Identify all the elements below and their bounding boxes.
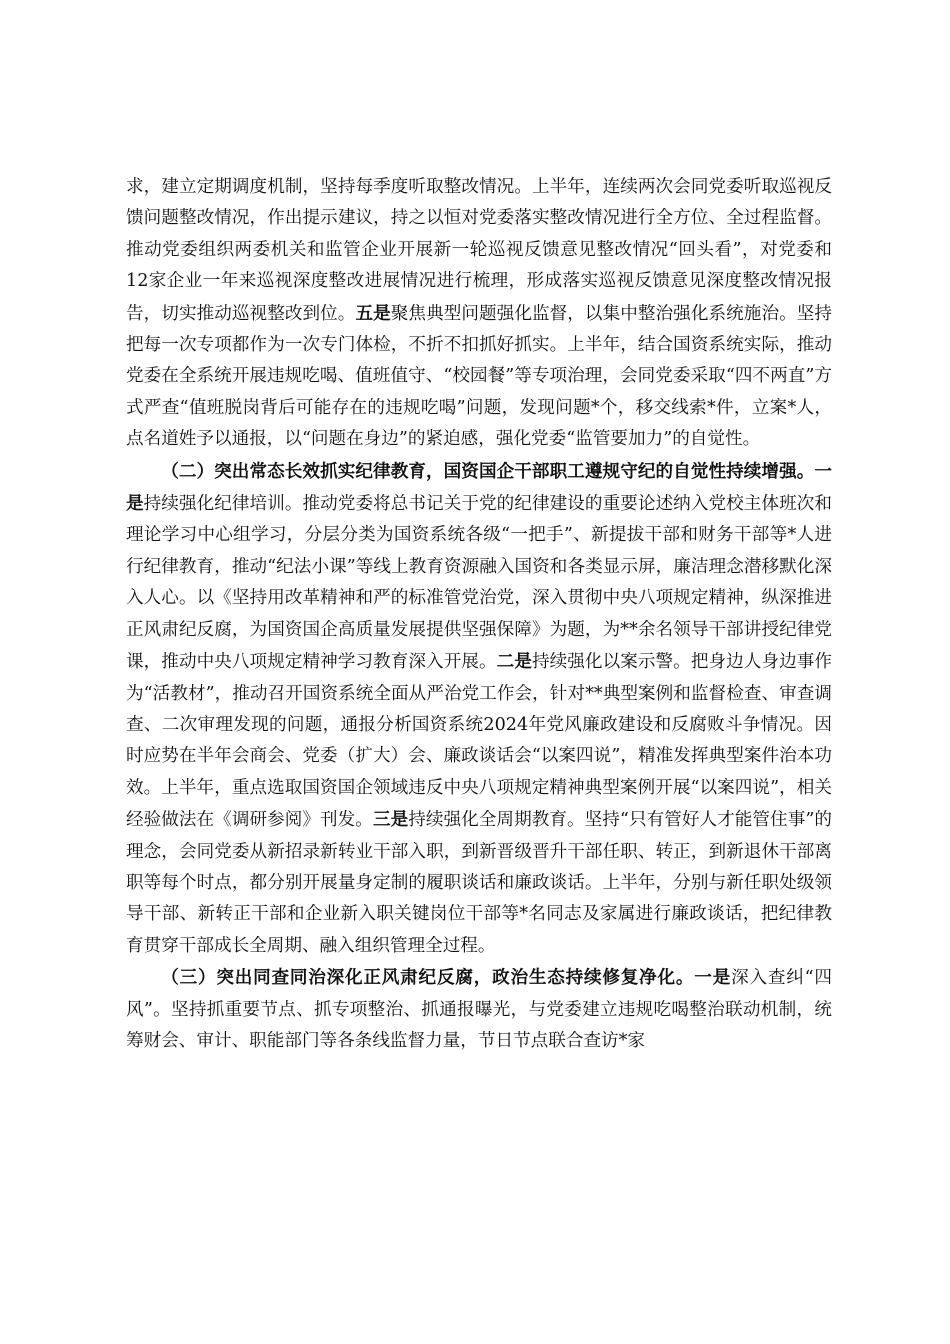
bold-lead-phrase: 二是 bbox=[496, 651, 532, 673]
paragraph-inspection-rectification bbox=[126, 172, 832, 456]
section-heading: （三）突出同查同治深化正风肃纪反腐，政治生态持续修复净化。一是 bbox=[161, 967, 732, 989]
document-body bbox=[126, 172, 832, 1057]
paragraph-text: 聚焦典型问题强化监督，以集中整治强化系统施治。坚持把每一次专项都作为一次专门体检，不折不扣抓好抓实。上半年，结合国资系统实际，推动党委在全系统开展违规吃喝、值班值守、“校园餐”等专项治理，会同党委采取“四不两直”方式严查“值班脱岗背后可能存在的违规吃喝”问题，发现问题*个，移交线索*件，立案*人，点名道姓予以通报，以“问题在身边”的紧迫感，强化党委“监管要加力”的自觉性。 bbox=[126, 303, 832, 450]
paragraph-discipline-education bbox=[126, 456, 832, 963]
paragraph-anti-corruption bbox=[126, 962, 832, 1057]
section-heading: （二）突出常态长效抓实纪律教育，国资国企干部职工遵规守纪的自觉性持续增强。一是 bbox=[126, 460, 832, 515]
paragraph-text: 深入查纠“四风”。坚持抓重要节点、抓专项整治、抓通报曝光，与党委建立违规吃喝整治联动机制，统筹财会、审计、职能部门等各条线监督力量，节日节点联合查访*家 bbox=[126, 968, 832, 1051]
paragraph-text: 求，建立定期调度机制，坚持每季度听取整改情况。上半年，连续两次会同党委听取巡视反馈问题整改情况，作出提示建议，持之以恒对党委落实整改情况进行全方位、全过程监督。推动党委组织两委机关和监管企业开展新一轮巡视反馈意见整改情况“回头看”，对党委和12家企业一年来巡视深度整改进展情况进行梳理，形成落实巡视反馈意见深度整改情况报告，切实推动巡视整改到位。 bbox=[126, 177, 832, 324]
paragraph-text: 持续强化纪律培训。推动党委将总书记关于党的纪律建设的重要论述纳入党校主体班次和理论学习中心组学习，分层分类为国资系统各级“一把手”、新提拔干部和财务干部等*人进行纪律教育，推动“纪法小课”等线上教育资源融入国资和各类显示屏，廉洁理念潜移默化深入人心。以《坚持用改革精神和严的标准管党治党，深入贯彻中央八项规定精神，纵深推进正风肃纪反腐，为国资国企高质量发展提供坚强保障》为题，为**余名领导干部讲授纪律党课，推动中央八项规定精神学习教育深入开展。 bbox=[126, 494, 832, 673]
bold-lead-phrase: 三是 bbox=[372, 809, 409, 831]
bold-lead-phrase: 五是 bbox=[355, 302, 391, 324]
paragraph-text: 持续强化以案示警。把身边人身边事作为“活教材”，推动召开国资系统全面从严治党工作会，针对**典型案例和监督检查、审查调查、二次审理发现的问题，通报分析国资系统2024年党风廉政建设和反腐败斗争情况。因时应势在半年会商会、党委（扩大）会、廉政谈话会“以案四说”，精准发挥典型案件治本功效。上半年，重点选取国资国企领域违反中央八项规定精神典型案例开展“以案四说”，相关经验做法在《调研参阅》刊发。 bbox=[126, 652, 832, 831]
paragraph-text: 持续强化全周期教育。坚持“只有管好人才能管住事”的理念，会同党委从新招录新转业干部入职，到新晋级晋升干部任职、转正，到新退休干部离职等每个时点，都分别开展量身定制的履职谈话和廉政谈话。上半年，分别与新任职处级领导干部、新转正干部和企业新入职关键岗位干部等*名同志及家属进行廉政谈话，把纪律教育贯穿干部成长全周期、融入组织管理全过程。 bbox=[126, 810, 832, 956]
